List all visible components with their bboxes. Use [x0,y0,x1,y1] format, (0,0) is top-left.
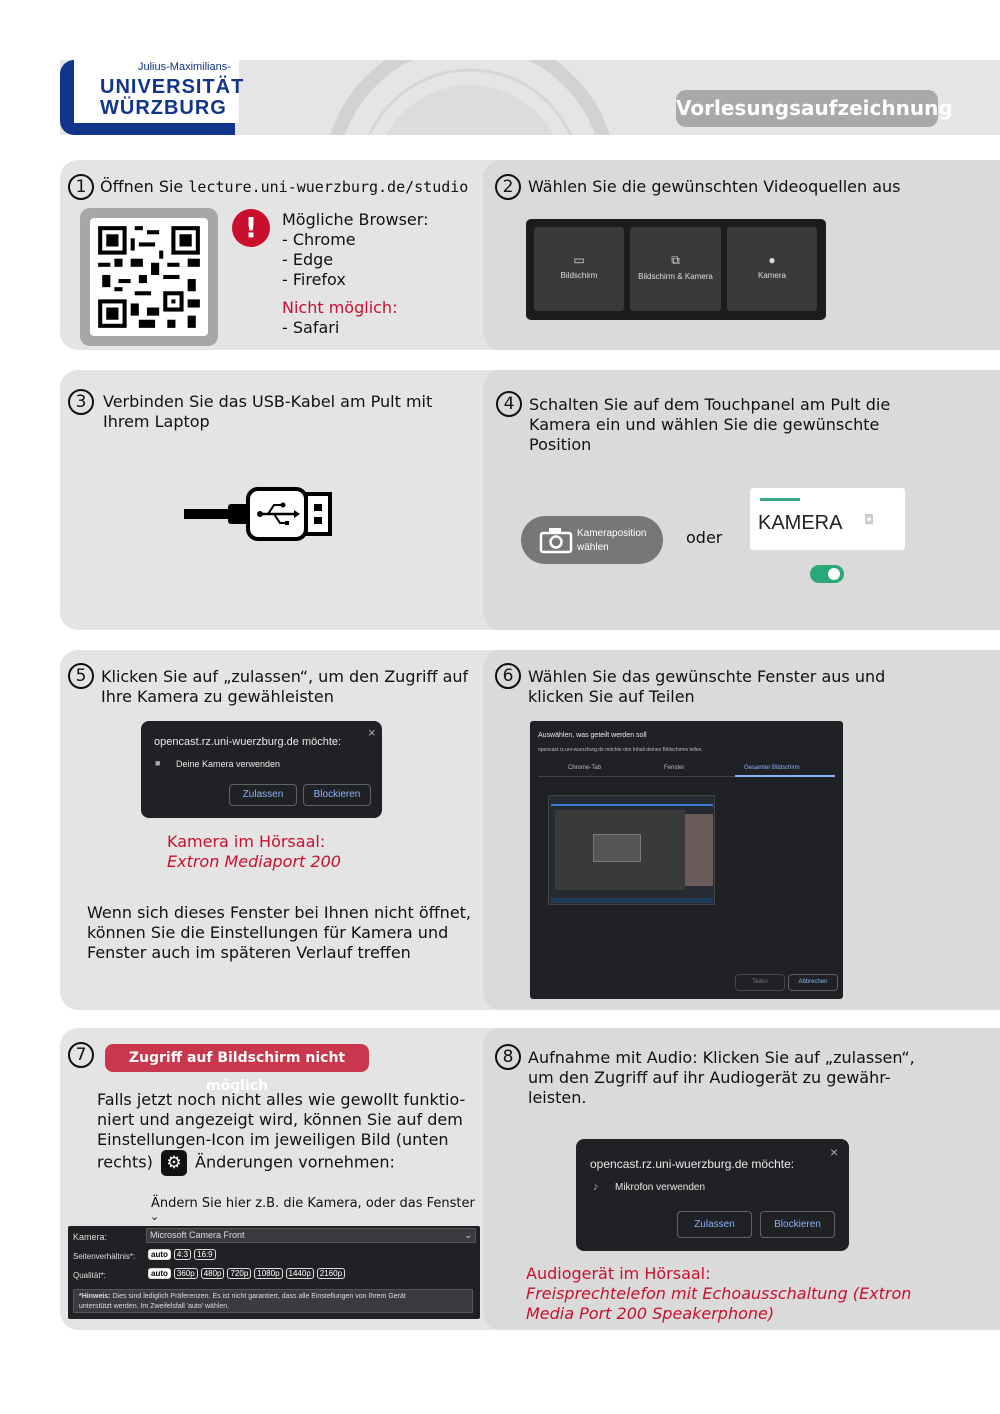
quality-480p[interactable]: 480p [201,1268,225,1279]
university-seal-watermark [260,60,680,135]
microphone-permission-dialog [576,1139,849,1251]
step6-instruction: Wählen Sie das gewünschte Fenster aus und klicken Sie auf Teilen [528,667,886,706]
warning-icon: ! [232,209,270,247]
close-icon[interactable]: × [368,725,376,740]
room-camera-info: Kamera im Hörsaal: Extron Mediaport 200 [167,832,341,871]
tab-window[interactable]: Fenster [664,765,685,771]
quality-options [148,1268,345,1279]
step1-instruction: Öffnen Sie lecture.uni-wuerzburg.de/studio [100,177,469,196]
tab-entire-screen[interactable]: Gesamter Bildschirm [744,765,800,771]
block-button[interactable]: Blockieren [303,784,371,806]
camera-position-button[interactable]: Kameraposition wählen [521,516,663,564]
quality-1440p[interactable]: 1440p [286,1268,314,1279]
kamera-indicator [760,498,800,501]
mic-dialog-title: opencast.rz.uni-wuerzburg.de möchte: [590,1157,795,1171]
ratio-4-3[interactable]: 4:3 [174,1249,191,1260]
allow-button[interactable]: Zulassen [229,784,297,806]
chevron-down-icon: ⌄ [150,1210,160,1223]
close-icon[interactable]: × [830,1144,839,1160]
camera-icon [539,526,573,559]
quality-auto[interactable]: auto [148,1268,171,1279]
step5-instruction: Klicken Sie auf „zulassen“, um den Zugriff auf Ihre Kamera zu gewähleisten [101,667,469,706]
browsers-title: Mögliche Browser: [282,210,429,229]
settings-hint: Ändern Sie hier z.B. die Kamera, oder das Fenster [151,1196,475,1211]
videocam-icon: ■ [155,758,161,768]
person-icon: ● [768,253,776,267]
mic-dialog-item: Mikrofon verwenden [615,1182,706,1193]
quality-label: Qualität*: [73,1271,106,1280]
camera-settings-panel [68,1226,480,1319]
room-audio-info: Audiogerät im Hörsaal: Freisprechtelefon mit Echoausschaltung (Extron Media Port 200 Speakerphone) [526,1264,912,1323]
step1-url[interactable]: lecture.uni-wuerzburg.de/studio [188,178,469,196]
step2-number: 2 [495,174,521,200]
quality-360p[interactable]: 360p [174,1268,198,1279]
tab-chrome[interactable]: Chrome-Tab [568,765,602,771]
quality-2160p[interactable]: 2160p [317,1268,345,1279]
ratio-auto[interactable]: auto [148,1249,171,1260]
ratio-options [148,1249,216,1260]
camera-toggle[interactable] [810,565,844,583]
monitor-person-icon: ⧉ [671,253,680,267]
camera-select[interactable]: Microsoft Camera Front ⌄ [146,1228,476,1243]
share-dialog-title: Auswählen, was geteilt werden soll [538,732,647,739]
quality-1080p[interactable]: 1080p [254,1268,282,1279]
cancel-button[interactable]: Abbrechen [788,974,838,991]
camera-label: Kamera: [73,1232,108,1242]
step2-instruction: Wählen Sie die gewünschten Videoquellen aus [528,177,901,196]
step8-instruction: Aufnahme mit Audio: Klicken Sie auf „zulassen“, um den Zugriff auf ihr Audiogerät zu gewähr- leisten. [528,1048,915,1107]
dialog-title: opencast.rz.uni-wuerzburg.de möchte: [154,736,342,748]
camera-outline-icon: ◘ [864,513,875,528]
kamera-tile[interactable] [750,488,905,550]
qr-code[interactable] [90,218,208,336]
browser-firefox: - Firefox [282,270,346,289]
tab-active-indicator [735,775,835,777]
step1-number: 1 [68,174,94,200]
screen-preview[interactable] [548,795,715,905]
preview-photo [685,814,713,886]
share-button[interactable]: Teilen [735,974,785,991]
browser-edge: - Edge [282,250,334,269]
dialog-item: Deine Kamera verwenden [176,759,281,769]
block-button[interactable]: Blockieren [760,1211,835,1238]
allow-button[interactable]: Zulassen [677,1211,752,1238]
quality-720p[interactable]: 720p [227,1268,251,1279]
browser-safari: - Safari [282,318,340,337]
settings-gear-icon: ⚙ [161,1150,187,1176]
step6-number: 6 [495,663,521,689]
step7-number: 7 [68,1042,94,1068]
microphone-icon: ♪ [593,1181,599,1193]
ratio-label: Seitenverhältnis*: [73,1252,136,1261]
settings-note: *Hinweis: Dies sind lediglich Präferenzen. Es ist nicht garantiert, dass alle Einstellungen von Ihrem Gerät unterstützt werden. Im Zweifelsfall 'auto' wählen. [73,1289,473,1313]
step8-number: 8 [495,1044,521,1070]
step5-note: Wenn sich dieses Fenster bei Ihnen nicht öffnet, können Sie die Einstellungen für Kamera und Fenster auch im späteren Verlauf treffen [87,903,472,962]
source-screen-camera-button[interactable]: ⧉ Bildschirm & Kamera [630,227,721,311]
source-screen-button[interactable]: ▭ Bildschirm [534,227,624,311]
browser-chrome: - Chrome [282,230,356,249]
preview-nested [593,834,641,862]
step3-instruction: Verbinden Sie das USB-Kabel am Pult mit Ihrem Laptop [103,392,433,431]
monitor-icon: ▭ [573,253,585,267]
camera-permission-dialog [141,721,382,818]
select-chevron-icon: ⌄ [464,1230,472,1240]
kamera-label: KAMERA [758,512,843,534]
preview-taskbar [551,898,713,903]
step4-instruction: Schalten Sie auf dem Touchpanel am Pult die Kamera ein und wählen Sie die gewünschte Position [529,395,891,454]
step4-number: 4 [496,391,522,417]
step3-number: 3 [68,389,94,415]
usb-cable-icon [182,486,337,546]
not-possible-title: Nicht möglich: [282,298,398,317]
screen-access-warning-badge: Zugriff auf Bildschirm nicht möglich [105,1044,369,1072]
browser-list [282,210,428,338]
source-camera-button[interactable]: ● Kamera [727,227,817,311]
step5-number: 5 [68,663,94,689]
or-label: oder [686,528,723,547]
ratio-16-9[interactable]: 16:9 [194,1249,216,1260]
page-title: Vorlesungsaufzeichnung [676,90,938,127]
logo-text-small: Julius-Maximilians- [138,61,231,73]
step7-instruction: Falls jetzt noch nicht alles wie gewollt funktio- niert und angezeigt wird, können Sie auf dem Einstellungen-Icon im jeweiligen Bild (unten rechts) ⚙ Änderungen vornehmen: [97,1090,465,1176]
share-screen-dialog [530,721,843,999]
toggle-knob [828,568,840,580]
share-dialog-subtitle: opencast.rz.uni-wuerzburg.de möchte den Inhalt deines Bildschirms teilen. [538,747,703,753]
preview-toolbar [551,804,713,806]
logo-text-big: UNIVERSITÄT WÜRZBURG [100,76,245,119]
